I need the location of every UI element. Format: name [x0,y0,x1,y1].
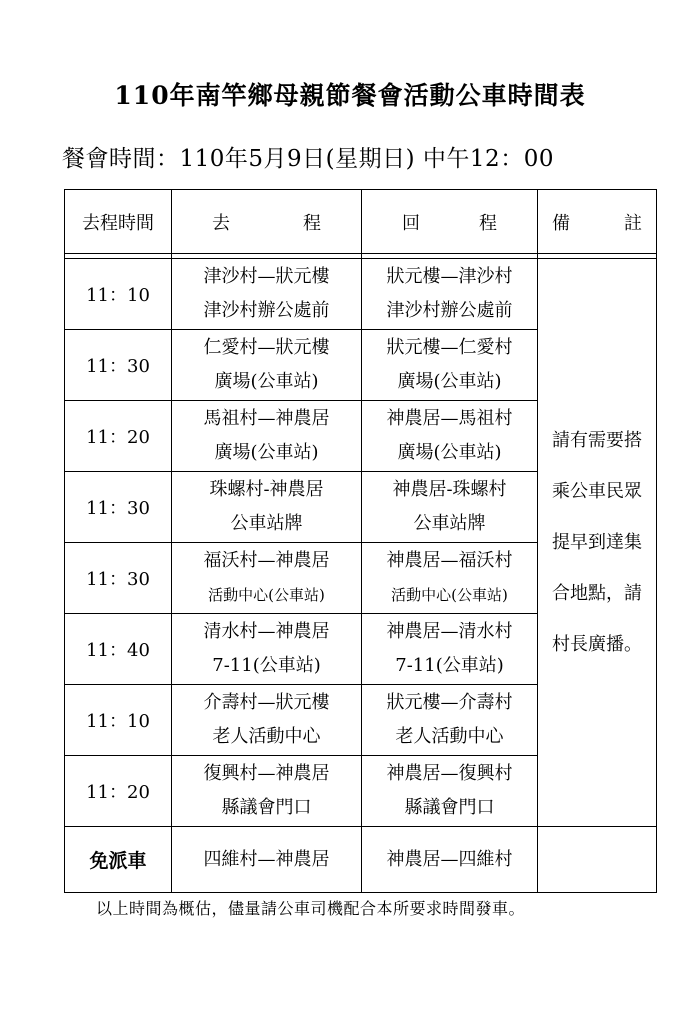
meal-time: 餐會時間：110年5月9日(星期日) 中午12：00 [62,146,554,172]
outbound-route: 仁愛村—狀元樓 廣場(公車站) [172,330,362,401]
no-bus-label: 免派車 [65,827,172,893]
return-route: 狀元樓—介壽村 老人活動中心 [362,685,538,756]
header-return: 回 程 [362,190,538,254]
header-time: 去程時間 [65,190,172,254]
return-route: 神農居—復興村 縣議會門口 [362,756,538,827]
departure-time: 11：30 [65,543,172,614]
table-row [65,259,657,330]
outbound-route: 介壽村—狀元樓 老人活動中心 [172,685,362,756]
footer-note: 以上時間為概估，儘量請公車司機配合本所要求時間發車。 [96,899,526,918]
departure-time: 11：30 [65,472,172,543]
outbound-route: 馬祖村—神農居 廣場(公車站) [172,401,362,472]
departure-time: 11：10 [65,685,172,756]
departure-time: 11：20 [65,401,172,472]
return-route: 狀元樓—仁愛村 廣場(公車站) [362,330,538,401]
departure-time: 11：10 [65,259,172,330]
bus-schedule-table [64,189,657,893]
outbound-route: 復興村—神農居 縣議會門口 [172,756,362,827]
table-row [65,827,657,893]
return-route: 神農居-珠螺村 公車站牌 [362,472,538,543]
return-route: 神農居—四維村 [362,827,538,893]
departure-time: 11：30 [65,330,172,401]
outbound-route: 津沙村—狀元樓 津沙村辦公處前 [172,259,362,330]
return-route: 神農居—馬祖村 廣場(公車站) [362,401,538,472]
outbound-route: 福沃村—神農居 活動中心(公車站) [172,543,362,614]
page-title: 110年南竿鄉母親節餐會活動公車時間表 [114,81,586,110]
outbound-route: 四維村—神農居 [172,827,362,893]
header-note: 備 註 [538,190,657,254]
header-outbound: 去 程 [172,190,362,254]
return-route: 神農居—清水村 7-11(公車站) [362,614,538,685]
return-route: 狀元樓—津沙村 津沙村辦公處前 [362,259,538,330]
outbound-route: 珠螺村-神農居 公車站牌 [172,472,362,543]
outbound-route: 清水村—神農居 7-11(公車站) [172,614,362,685]
header-row [65,190,657,254]
departure-time: 11：40 [65,614,172,685]
note-cell: 請有需要搭 乘公車民眾 提早到達集 合地點，請 村長廣播。 [538,259,657,827]
return-route: 神農居—福沃村 活動中心(公車站) [362,543,538,614]
departure-time: 11：20 [65,756,172,827]
note-cell-empty [538,827,657,893]
